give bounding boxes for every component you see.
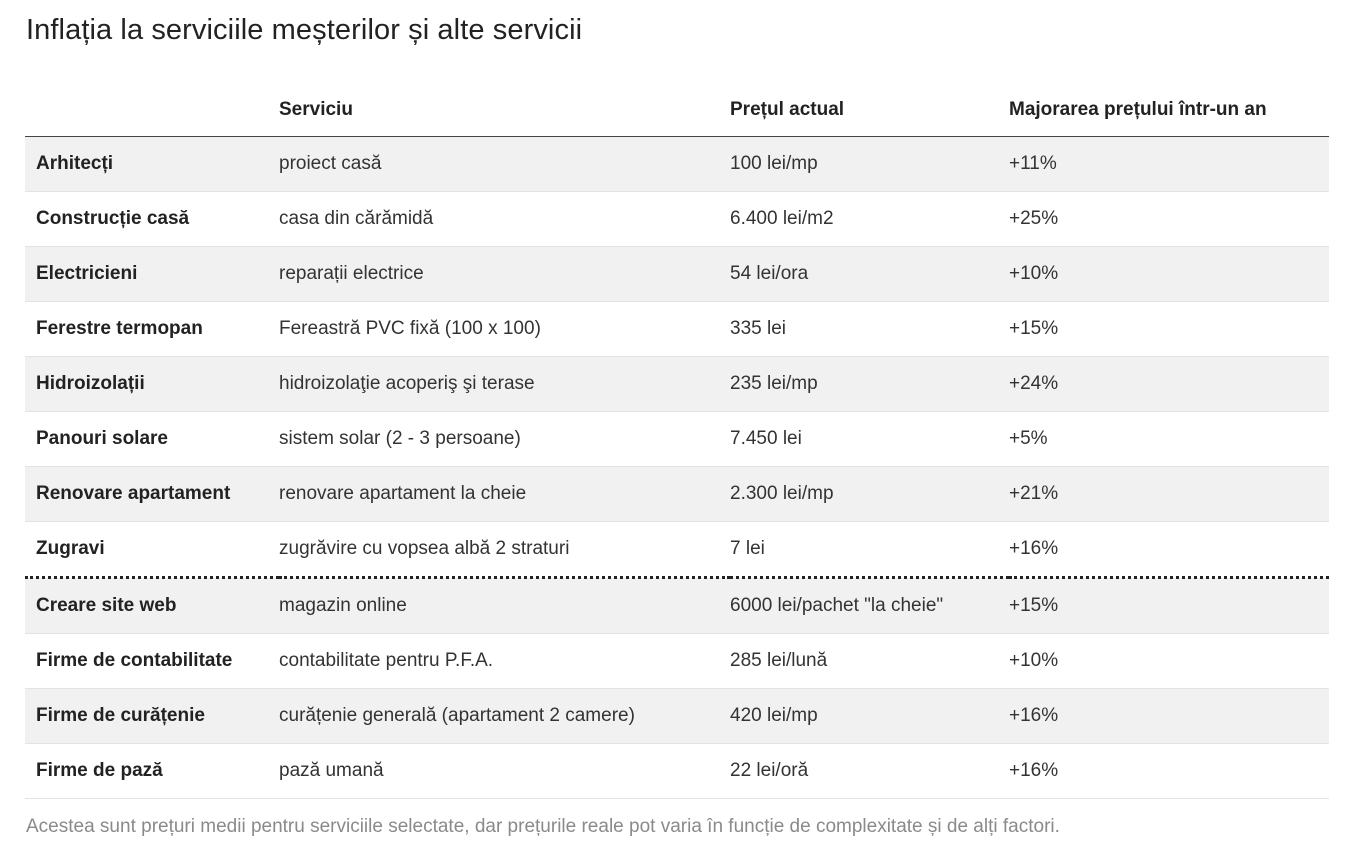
table-row: [25, 412, 1329, 467]
row-increase: +5%: [1009, 412, 1329, 467]
row-price: 420 lei/mp: [730, 689, 1009, 744]
row-price: 235 lei/mp: [730, 357, 1009, 412]
table-header-row: [25, 83, 1329, 137]
footnote: Acestea sunt prețuri medii pentru serviciile selectate, dar prețurile reale pot varia în funcție de complexitate și de alți factori.: [26, 816, 1060, 837]
table-row: [25, 192, 1329, 247]
table-row: [25, 302, 1329, 357]
row-increase: +24%: [1009, 357, 1329, 412]
table-row: [25, 137, 1329, 192]
row-increase: +16%: [1009, 744, 1329, 799]
row-category: Renovare apartament: [25, 467, 279, 522]
row-category: Firme de pază: [25, 744, 279, 799]
row-category: Panouri solare: [25, 412, 279, 467]
row-service: magazin online: [279, 578, 730, 634]
row-category: Creare site web: [25, 578, 279, 634]
table-row: [25, 634, 1329, 689]
row-category: Construcție casă: [25, 192, 279, 247]
row-service: reparații electrice: [279, 247, 730, 302]
table-row: [25, 247, 1329, 302]
header-yearly-increase: Majorarea prețului într-un an: [1009, 83, 1329, 137]
row-service: contabilitate pentru P.F.A.: [279, 634, 730, 689]
row-price: 100 lei/mp: [730, 137, 1009, 192]
page-title: Inflația la serviciile meșterilor și alte servicii: [26, 14, 583, 46]
table-row: [25, 467, 1329, 522]
row-service: sistem solar (2 - 3 persoane): [279, 412, 730, 467]
row-price: 2.300 lei/mp: [730, 467, 1009, 522]
header-category: [25, 83, 279, 137]
table-row: [25, 744, 1329, 799]
row-increase: +10%: [1009, 247, 1329, 302]
row-service: curățenie generală (apartament 2 camere): [279, 689, 730, 744]
row-category: Hidroizolații: [25, 357, 279, 412]
row-category: Zugravi: [25, 522, 279, 578]
row-increase: +10%: [1009, 634, 1329, 689]
row-price: 6000 lei/pachet "la cheie": [730, 578, 1009, 634]
row-increase: +16%: [1009, 689, 1329, 744]
inflation-table: [25, 83, 1329, 799]
header-service: Serviciu: [279, 83, 730, 137]
row-increase: +21%: [1009, 467, 1329, 522]
row-price: 285 lei/lună: [730, 634, 1009, 689]
row-category: Firme de contabilitate: [25, 634, 279, 689]
row-category: Electricieni: [25, 247, 279, 302]
row-increase: +11%: [1009, 137, 1329, 192]
row-service: proiect casă: [279, 137, 730, 192]
row-price: 6.400 lei/m2: [730, 192, 1009, 247]
row-price: 335 lei: [730, 302, 1009, 357]
table-row: [25, 578, 1329, 634]
row-price: 7.450 lei: [730, 412, 1009, 467]
row-service: Fereastră PVC fixă (100 x 100): [279, 302, 730, 357]
row-increase: +15%: [1009, 578, 1329, 634]
row-price: 7 lei: [730, 522, 1009, 578]
row-increase: +15%: [1009, 302, 1329, 357]
table-row: [25, 522, 1329, 578]
table-row: [25, 357, 1329, 412]
row-increase: +25%: [1009, 192, 1329, 247]
row-service: casa din cărămidă: [279, 192, 730, 247]
row-service: hidroizolaţie acoperiş şi terase: [279, 357, 730, 412]
row-price: 22 lei/oră: [730, 744, 1009, 799]
header-current-price: Prețul actual: [730, 83, 1009, 137]
row-service: pază umană: [279, 744, 730, 799]
row-service: zugrăvire cu vopsea albă 2 straturi: [279, 522, 730, 578]
row-category: Firme de curățenie: [25, 689, 279, 744]
row-category: Arhitecți: [25, 137, 279, 192]
row-service: renovare apartament la cheie: [279, 467, 730, 522]
row-increase: +16%: [1009, 522, 1329, 578]
row-category: Ferestre termopan: [25, 302, 279, 357]
table-row: [25, 689, 1329, 744]
row-price: 54 lei/ora: [730, 247, 1009, 302]
